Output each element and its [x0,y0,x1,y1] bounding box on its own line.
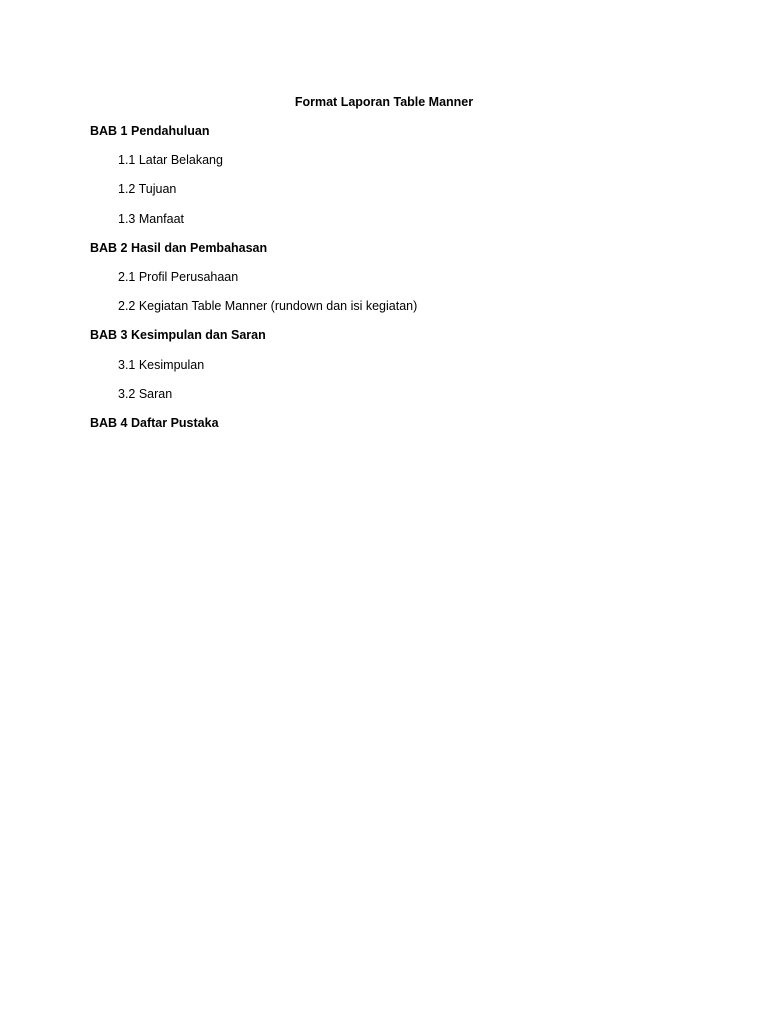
chapter-heading: BAB 1 Pendahuluan [90,124,210,138]
section-item: 2.1 Profil Perusahaan [118,269,239,284]
chapter-heading: BAB 2 Hasil dan Pembahasan [90,240,268,255]
section-item: 1.1 Latar Belakang [118,153,223,168]
section-item: 3.1 Kesimpulan [118,357,205,372]
chapter-heading: BAB 4 Daftar Pustaka [90,415,219,430]
document-title: Format Laporan Table Manner [294,95,474,109]
section-item: 2.2 Kegiatan Table Manner (rundown dan isi kegiatan) [118,299,418,314]
chapter-heading: BAB 3 Kesimpulan dan Saran [90,328,266,343]
section-item: 1.3 Manfaat [118,211,185,226]
section-item: 3.2 Saran [118,386,173,401]
section-item: 1.2 Tujuan [118,182,177,197]
chapter-outline [90,123,710,444]
